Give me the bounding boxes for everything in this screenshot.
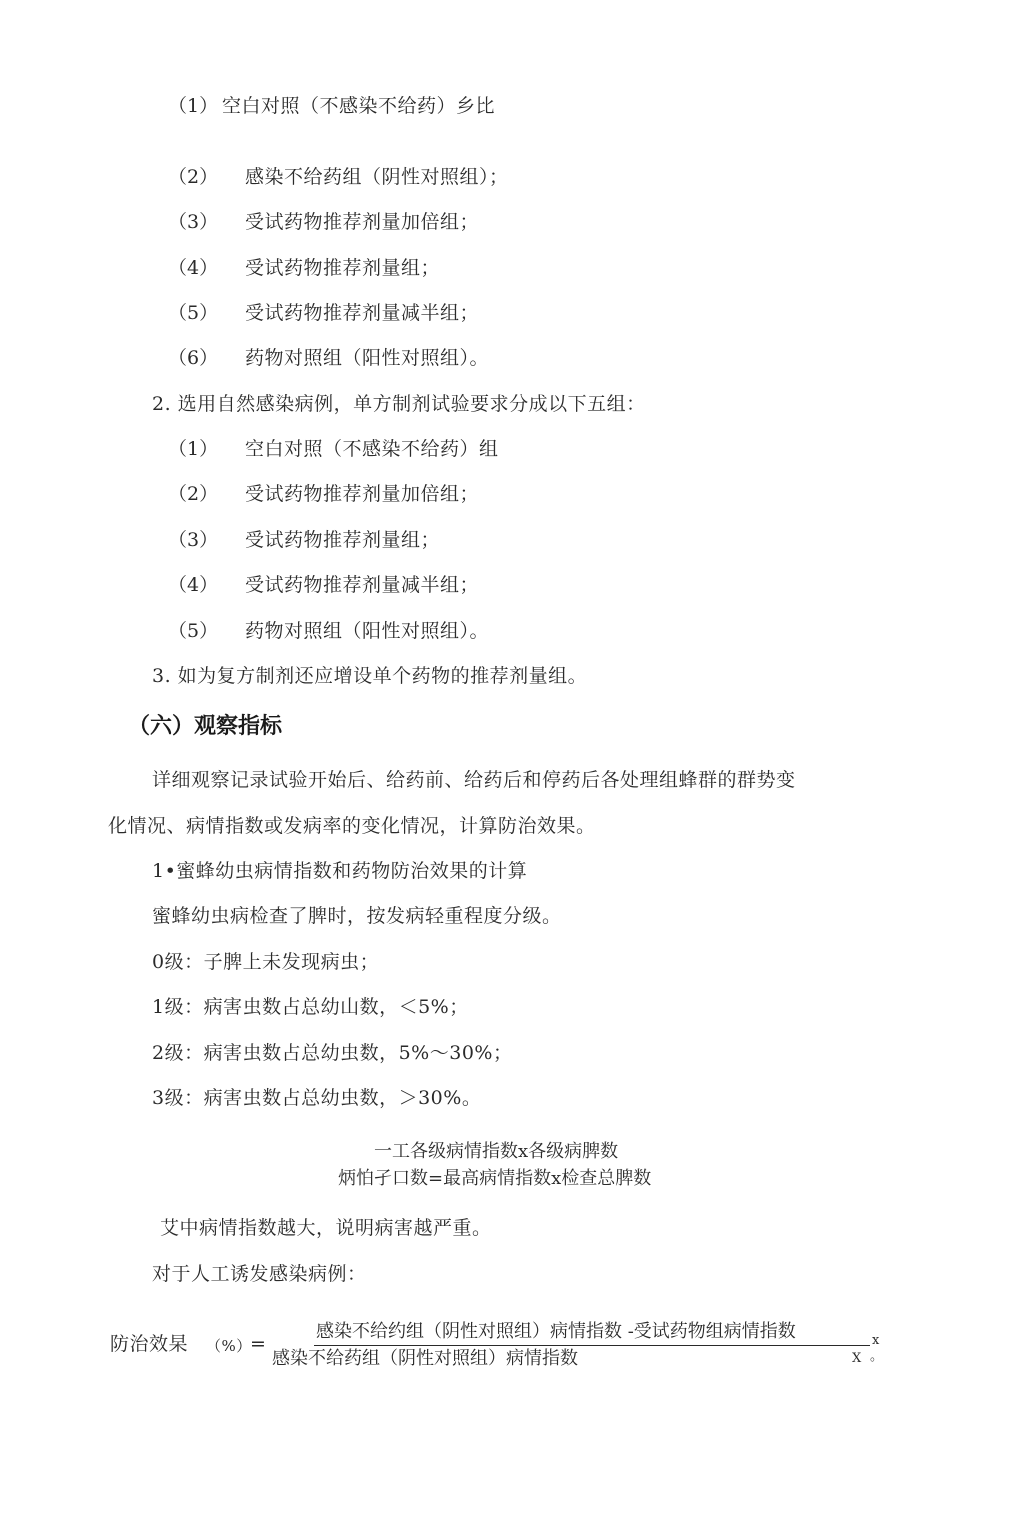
list-item-text: 空白对照（不感染不给药）组: [245, 438, 499, 460]
formula-1-denominator: 炳怕孑口数=最高病情指数x检查总脾数: [338, 1168, 652, 1189]
paragraph-line: 对于人工诱发感染病例：: [152, 1263, 367, 1285]
formula-2-numerator: 感染不给约组（阴性对照组）病情指数 -受试药物组病情指数: [316, 1321, 796, 1342]
multiply-sign: X: [852, 1351, 862, 1366]
multiply-sign: x: [872, 1333, 880, 1348]
list-item-text: 感染不给药组（阴性对照组）；: [245, 166, 509, 188]
section-heading: （六）观察指标: [128, 714, 283, 739]
point-2-text: 2. 选用自然感染病例，单方制剂试验要求分成以下五组：: [152, 393, 646, 415]
list-item-text: 受试药物推荐剂量组；: [245, 257, 441, 279]
grade-line: 0级：子脾上未发现病虫；: [152, 951, 380, 973]
paragraph-line: 艾中病情指数越大，说明病害越严重。: [160, 1217, 492, 1239]
list-item-text: 受试药物推荐剂量加倍组；: [245, 483, 480, 505]
list-number: （3）: [168, 211, 219, 233]
paragraph-line: 蜜蜂幼虫病检查了脾时，按发病轻重程度分级。: [152, 905, 562, 927]
formula-1-numerator: 一工各级病情指数x各级病脾数: [374, 1141, 619, 1162]
list-number: （1）: [168, 95, 219, 117]
grade-line: 3级：病害虫数占总幼虫数，＞30%。: [152, 1087, 482, 1109]
list-item-text: 受试药物推荐剂量组；: [245, 529, 441, 551]
list-number: （5）: [168, 302, 219, 324]
list-item-text: 空白对照（不感染不给药）乡比: [222, 95, 496, 117]
grade-line: 1级：病害虫数占总幼山数，＜5%；: [152, 996, 469, 1018]
list-item-text: 受试药物推荐剂量减半组；: [245, 302, 480, 324]
list-number: （2）: [168, 483, 219, 505]
list-item-text: 药物对照组（阳性对照组）。: [245, 620, 490, 642]
formula-2-equals: =: [250, 1333, 267, 1355]
list-item-text: 受试药物推荐剂量减半组；: [245, 574, 480, 596]
list-number: （1）: [168, 438, 219, 460]
fraction-bar: [314, 1345, 870, 1346]
list-item-text: 受试药物推荐剂量加倍组；: [245, 211, 480, 233]
list-number: （4）: [168, 257, 219, 279]
grade-line: 2级：病害虫数占总幼虫数，5%～30%；: [152, 1042, 513, 1064]
list-number: （5）: [168, 620, 219, 642]
paragraph-line: 化情况、病情指数或发病率的变化情况，计算防治效果。: [108, 815, 596, 837]
subsection-title: 1•蜜蜂幼虫病情指数和药物防治效果的计算: [152, 860, 528, 882]
paragraph-line: 详细观察记录试验开始后、给药前、给药后和停药后各处理组蜂群的群势变: [152, 769, 796, 791]
list-number: （2）: [168, 166, 219, 188]
end-mark: 。: [870, 1349, 884, 1364]
formula-2-unit: （%）: [206, 1337, 252, 1355]
formula-2-denominator: 感染不给药组（阴性对照组）病情指数: [272, 1348, 578, 1369]
list-number: （3）: [168, 529, 219, 551]
list-number: （6）: [168, 347, 219, 369]
formula-2-label: 防治效杲: [110, 1333, 189, 1355]
list-number: （4）: [168, 574, 219, 596]
point-3-text: 3. 如为复方制剂还应增设单个药物的推荐剂量组。: [152, 665, 588, 687]
list-item-text: 药物对照组（阳性对照组）。: [245, 347, 490, 369]
